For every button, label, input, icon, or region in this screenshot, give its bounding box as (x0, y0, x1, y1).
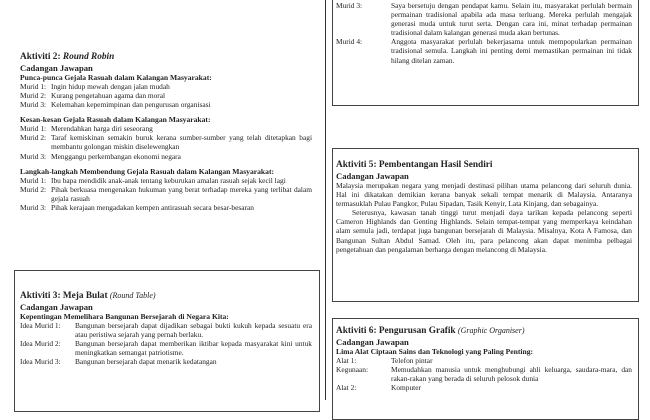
aktiviti-5-paragraph-2: Seterusnya, kawasan tanah tinggi turut menjadi daya tarikan kepada pelancong seperti Cameron Highlands dan Genting Highlands. Selain tempat-tempat yang memperkaya keindahan alam semula jadi, terdapat juga bangunan bersejarah di Malaysia. Misalnya, Kota A Famosa, dan Bangunan Sultan Abdul Samad. Oleh itu, para pelancong akan dapat menimba pelbagai pengetahuan dan pengalaman berharga dengan melancong di Malaysia. (336, 208, 632, 254)
alat-heading: Lima Alat Ciptaan Sains dan Teknologi yang Paling Penting: (336, 347, 534, 356)
kesan-heading: Kesan-kesan Gejala Rasuah dalam Kalangan Masyarakat: (20, 115, 211, 125)
aktiviti-5-title: Aktiviti 5: Pembentangan Hasil Sendiri (336, 160, 493, 170)
idea-item: Idea Murid 2: Bangunan bersejarah dapat memberikan iktibar kepada masyarakat kini untuk meningkatkan semangat patriotisme. (20, 339, 312, 358)
kesan-item: Murid 3: Menggangu perkembangan ekonomi negara (20, 151, 181, 161)
punca-item: Murid 3: Kelemahan kepemimpinan dan pengurusan organisasi (20, 100, 211, 110)
murid-item: Murid 4: Anggota masyarakat perlulah bekerjasama untuk mempopularkan permainan tradisional semula. Langkah ini penting demi memastikan permainan ini tidak hilang ditelan zaman. (336, 37, 632, 65)
langkah-heading: Langkah-langkah Membendung Gejala Rasuah dalam Kalangan Masyarakat: (20, 166, 275, 176)
murid-item: Murid 3: Saya bersetuju dengan pendapat kamu. Selain itu, masyarakat perlulah bermain permainan tradisional apabila ada masa terluang. Mereka perlulah mengajak generasi muda untuk turut serta. Dengan cara ini, minat terhadap permainan tradisional dalam kalangan generasi muda akan bertunas. (336, 1, 632, 38)
idea-item: Idea Murid 1: Bangunan bersejarah dapat dijadikan sebagai bukti kukuh kepada sesuatu era atau peristiwa sejarah yang pernah berlaku. (20, 321, 312, 340)
murid-responses (336, 1, 632, 65)
idea-item: Idea Murid 3: Bangunan bersejarah dapat menarik kedatangan (20, 357, 217, 367)
aktiviti-2-cadangan: Cadangan Jawapan (20, 63, 93, 73)
langkah-item: Murid 2: Pihak berkuasa mengenakan hukuman yang berat terhadap mereka yang terlibat dalam gejala rasuah (20, 184, 312, 203)
alat-item: Kegunaan: Memudahkan manusia untuk menghubungi ahli keluarga, saudara-mara, dan rakan-rakan yang berada di seluruh pelosok dunia (336, 365, 632, 384)
aktiviti-3-section (20, 290, 312, 366)
aktiviti-2-title: Aktiviti 2: Round Robin (20, 52, 115, 62)
kesan-item: Murid 2: Taraf kemiskinan semakin buruk kerana sumber-sumber yang telah ditetapkan bagi membantu golongan miskin diselewengkan (20, 133, 312, 152)
kepentingan-heading: Kepentingan Memelihara Bangunan Bersejarah di Negara Kita: (20, 312, 229, 321)
punca-heading: Punca-punca Gejala Rasuah dalam Kalangan Masyarakat: (20, 73, 212, 82)
aktiviti-5-section (336, 160, 632, 254)
kesan-item: Murid 1: Merendahkan harga diri seseorang (20, 124, 153, 134)
punca-item: Murid 2: Kurang pengetahuan agama dan moral (20, 91, 166, 101)
aktiviti-5-cadangan: Cadangan Jawapan (336, 171, 409, 181)
alat-item: Alat 1: Telefon pintar (336, 356, 433, 365)
aktiviti-6-cadangan: Cadangan Jawapan (336, 337, 409, 347)
aktiviti-6-title: Aktiviti 6: Pengurusan Grafik (Graphic Organiser) (336, 326, 525, 336)
aktiviti-6-section (336, 325, 632, 392)
langkah-item: Murid 3: Pihak kerajaan mengadakan kempen antirasuah secara besar-besaran (20, 202, 254, 212)
aktiviti-5-paragraph-1: Malaysia merupakan negara yang menjadi destinasi pilihan utama pelancong dari seluruh dunia. Hal ini dikatakan demikian kerana banyak sekali tempat menarik di Malaysia. Antaranya termasuklah Pulau Pangkor, Pulau Sipadan, Tasik Kenyir, Lata Kinjang, dan sebagainya. (336, 181, 632, 209)
aktiviti-3-cadangan: Cadangan Jawapan (20, 302, 93, 312)
alat-item: Alat 2: Komputer (336, 383, 421, 393)
column-divider (325, 0, 326, 400)
punca-item: Murid 1: Ingin hidup mewah dengan jalan mudah (20, 82, 170, 91)
aktiviti-2-section (20, 52, 312, 212)
langkah-item: Murid 1: Ibu bapa mendidik anak-anak tentang keburukan amalan rasuah sejak kecil lagi (20, 175, 286, 185)
aktiviti-3-title: Aktiviti 3: Meja Bulat (Round Table) (20, 291, 156, 301)
